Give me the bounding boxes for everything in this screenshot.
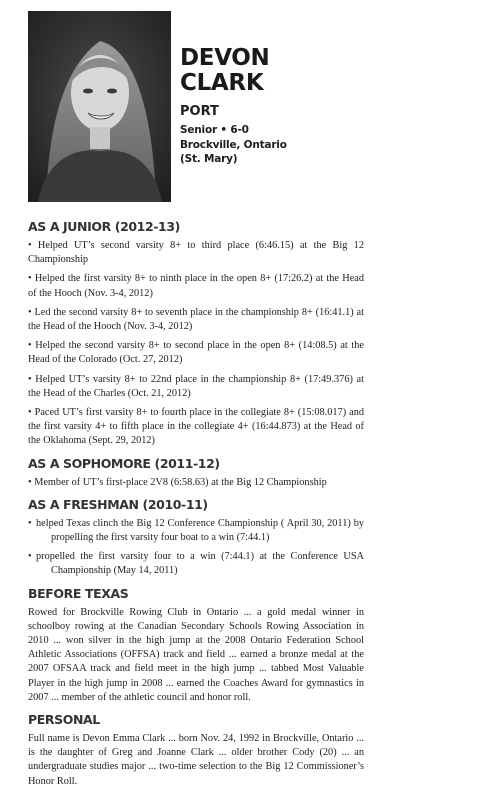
- list-item: • Member of UT’s first-place 2V8 (6:58.63) at the Big 12 Championship: [28, 476, 364, 490]
- athlete-photo: [28, 11, 171, 202]
- list-item: • Helped the first varsity 8+ to ninth place in the open 8+ (17:26.2) at the Head of the Hooch (Nov. 3-4, 2012): [28, 272, 364, 300]
- list-item: • Led the second varsity 8+ to seventh place in the championship 8+ (16:41.1) at the Head of the Hooch (Nov. 3-4, 2012): [28, 306, 364, 334]
- last-name: CLARK: [180, 70, 264, 96]
- personal-text: Full name is Devon Emma Clark ... born Nov. 24, 1992 in Brockville, Ontario ... is the daughter of Greg and Joanne Clark ... older brother Cody (20) ... an undergraduate studies major ... two-time selection to the Big 12 Commissioner’s Honor Roll.: [28, 733, 364, 787]
- high-school: (St. Mary): [180, 153, 238, 165]
- hometown: Brockville, Ontario: [180, 138, 287, 151]
- athlete-info: [180, 123, 287, 167]
- before-texas-text: Rowed for Brockville Rowing Club in Ontario ... a gold medal winner in schoolboy rowing at the Canadian Secondary Schools Rowing Association in 2010 ... won silver in the high jump at the 2008 Ontario Federation School Athletic Associations (OFFSA) track and field ... earned a bronze medal at the 2007 OFSAA track and field meet in the high jump ... tabbed Most Valuable Player in the high jump in 2008 ... earned the Coaches Award for gymnastics in 2007 ... member of the athletic council and honor roll.: [28, 606, 364, 703]
- list-item: • Helped UT’s varsity 8+ to 22nd place in the championship 8+ (17:49.376) at the Head of the Charles (Oct. 21, 2012): [28, 373, 364, 401]
- section-heading-sophomore: AS A SOPHOMORE (2011-12): [28, 455, 220, 471]
- bio-content: [28, 212, 364, 793]
- section-heading-freshman: AS A FRESHMAN (2010-11): [28, 496, 208, 512]
- athlete-position: PORT: [180, 104, 219, 119]
- first-name: DEVON: [180, 45, 270, 71]
- list-item: • Helped the second varsity 8+ to second place in the open 8+ (14:08.5) at the Head of the Colorado (Oct. 27, 2012): [28, 339, 364, 367]
- section-heading-before-texas: BEFORE TEXAS: [28, 585, 129, 601]
- list-item: • propelled the first varsity four to a win (7:44.1) at the Conference USA Championship (May 14, 2011): [28, 550, 364, 578]
- portrait-image: [28, 11, 171, 202]
- class-height: Senior • 6-0: [180, 124, 249, 136]
- section-heading-personal: PERSONAL: [28, 712, 100, 728]
- list-item: • Helped UT’s second varsity 8+ to third place (6:46.15) at the Big 12 Championship: [28, 239, 364, 267]
- list-item: • Paced UT’s first varsity 8+ to fourth place in the collegiate 8+ (15:08.017) and the first varsity 4+ to fifth place in the collegiate 4+ (16:44.873) at the Head of the Oklahoma (Sept. 29, 2012): [28, 406, 364, 449]
- section-heading-junior: AS A JUNIOR (2012-13): [28, 219, 180, 234]
- list-item: • helped Texas clinch the Big 12 Conference Championship ( April 30, 2011) by propelling the first varsity four boat to a win (7:44.1): [28, 517, 364, 545]
- athlete-name: [180, 46, 270, 96]
